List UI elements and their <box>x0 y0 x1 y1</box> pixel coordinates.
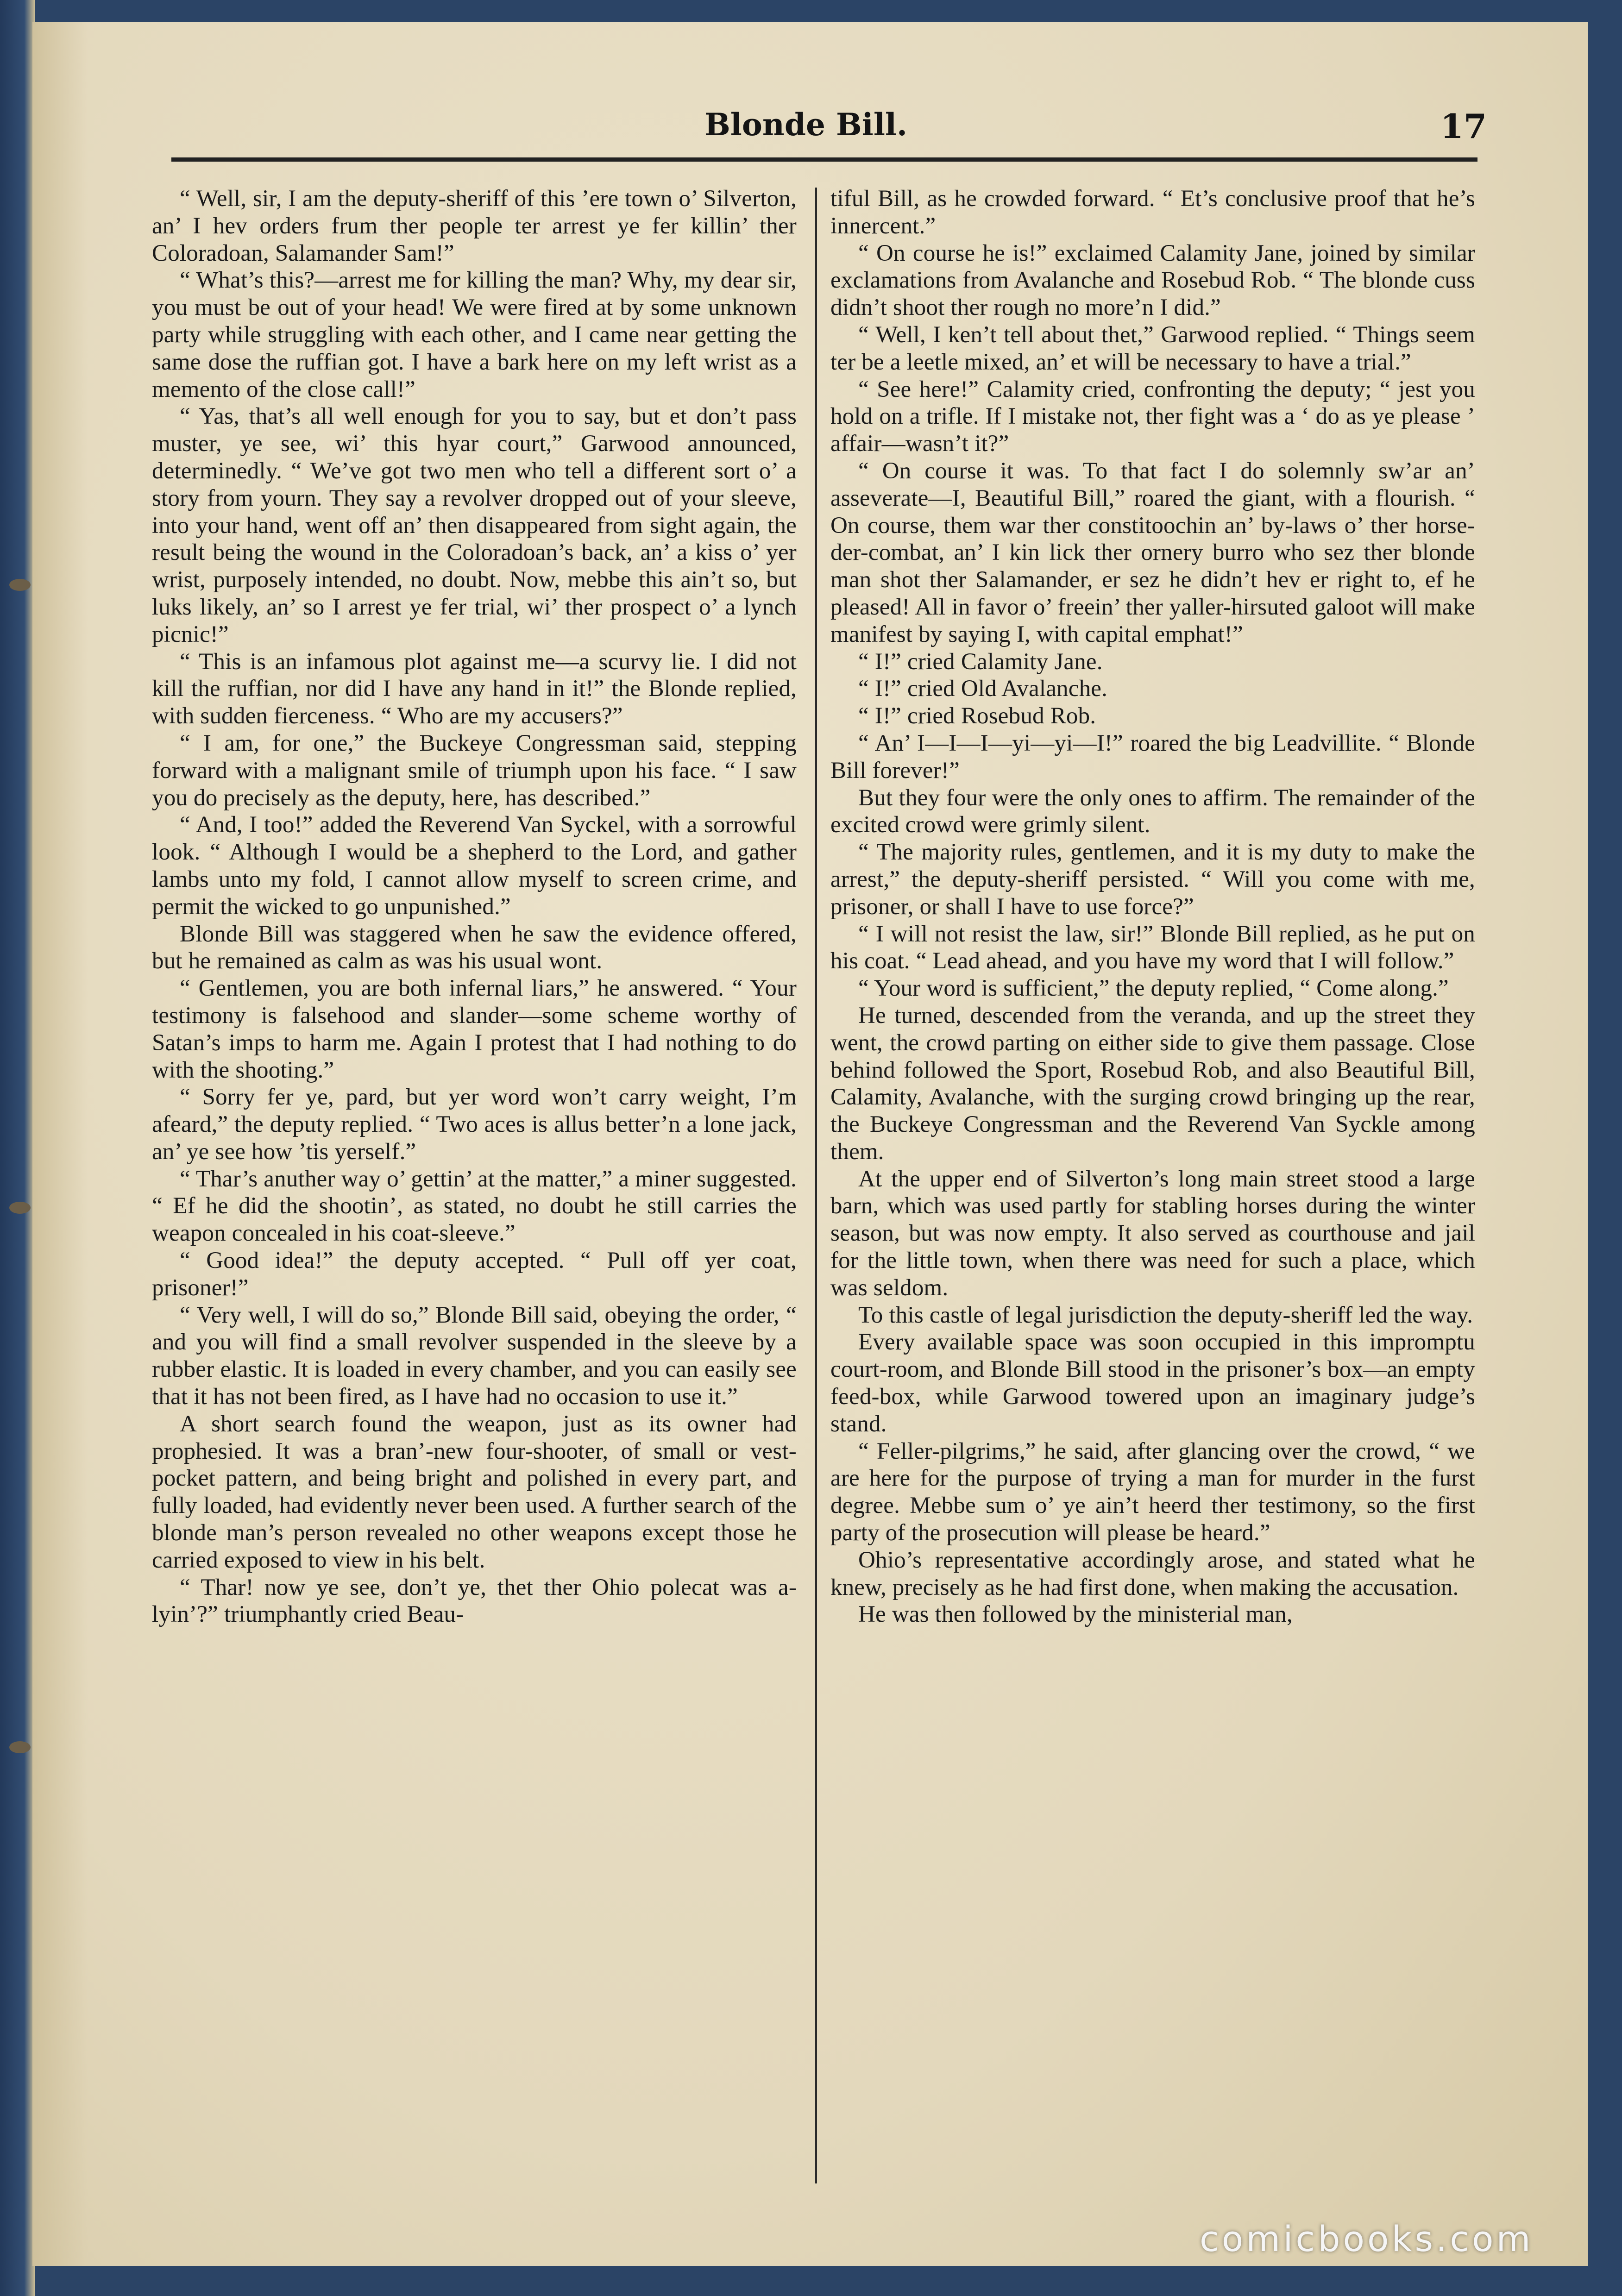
paragraph: “ On course it was. To that fact I do solemnly sw’ar an’ asseverate—I, Beautiful Bill,” roared the giant, with a flourish. “ On course, them war ther constitoochin an’ by-laws o’ ther horse-der-combat, an’ I kin lick ther ornery burro who sez ther blonde man shot ther Salamander, er sez he didn’t hev er right to, ef he pleased! All in favor o’ freein’ ther yaller-hirsuted galoot will make manifest by saying I, with capital emphat!” <box>830 458 1475 647</box>
paragraph: A short search found the weapon, just as its owner had prophesied. It was a bran’-new four-shooter, of small or vest-pocket pattern, and being bright and polished in every part, and fully loaded, had evidently never been used. A further search of the blonde man’s person revealed no other weapons except those he carried exposed to view in his belt. <box>152 1411 797 1573</box>
left-text-column <box>152 185 797 2190</box>
paragraph: “ I!” cried Calamity Jane. <box>858 648 1103 675</box>
paragraph: “ Yas, that’s all well enough for you to say, but et don’t pass muster, ye see, wi’ this hyar court,” Garwood announced, determinedly. “ We’ve got two men who tell a different sort o’ a story from yourn. They say a revolver dropped out of your sleeve, into your hand, went off an’ then disappeared from sight again, the result being the wound in the Coloradoan’s back, an’ a kiss o’ yer wrist, purposely intended, no doubt. Now, mebbe this ain’t so, but luks likely, an’ so I arrest ye fer trial, wi’ ther prospect o’ a lynch picnic!” <box>152 403 797 647</box>
paragraph: “ Very well, I will do so,” Blonde Bill said, obeying the order, “ and you will find a small revolver suspended in the sleeve by a rubber elastic. It is loaded in every chamber, and you can easily see that it has not been fired, as I have had no occasion to use it.” <box>152 1302 797 1410</box>
right-text-column <box>830 185 1475 2190</box>
paragraph: Blonde Bill was staggered when he saw the evidence offered, but he remained as calm as was his usual wont. <box>152 921 797 974</box>
paragraph: “ Good idea!” the deputy accepted. “ Pull off yer coat, prisoner!” <box>152 1248 797 1301</box>
paragraph: “ What’s this?—arrest me for killing the man? Why, my dear sir, you must be out of your head! We were fired at by some unknown party while struggling with each other, and I came near getting the same dose the ruffian got. I have a bark here on my left wrist as a memento of the close call!” <box>152 267 797 402</box>
paragraph: “ Your word is sufficient,” the deputy replied, “ Come along.” <box>858 975 1449 1002</box>
paragraph: “ I!” cried Rosebud Rob. <box>858 703 1096 729</box>
paragraph: “ Gentlemen, you are both infernal liars,” he answered. “ Your testimony is falsehood and slander—some scheme worthy of Satan’s imps to harm me. Again I protest that I had nothing to do with the shooting.” <box>152 975 797 1083</box>
paragraph: “ Thar’s anuther way o’ gettin’ at the matter,” a miner suggested. “ Ef he did the shootin’, as stated, no doubt he still carries the weapon concealed in his coat-sleeve.” <box>152 1166 797 1247</box>
paragraph: “ Thar! now ye see, don’t ye, thet ther Ohio polecat was a-lyin’?” triumphantly cried Beau- <box>152 1574 797 1628</box>
running-header <box>134 107 1487 153</box>
paragraph: He turned, descended from the veranda, and up the street they went, the crowd parting on either side to give them passage. Close behind followed the Sport, Rosebud Rob, and also Beautiful Bill, Calamity, Avalanche, with the surging crowd bringing up the rear, the Buckeye Congressman and the Reverend Van Syckle among them. <box>830 1002 1475 1165</box>
site-watermark: comicbooks.com <box>1200 2218 1534 2259</box>
paragraph: At the upper end of Silverton’s long main street stood a large barn, which was used partly for stabling horses during the winter season, but was now empty. It also served as courthouse and jail for the little town, when there was need for such a place, which was seldom. <box>830 1166 1475 1301</box>
paragraph: “ Feller-pilgrims,” he said, after glancing over the crowd, “ we are here for the purpose of trying a man for murder in the furst degree. Mebbe sum o’ ye ain’t heerd ther testimony, so the first party of the prosecution will please be heard.” <box>830 1438 1475 1546</box>
paragraph: He was then followed by the ministerial man, <box>858 1601 1293 1628</box>
paragraph: “ I!” cried Old Avalanche. <box>858 676 1108 702</box>
paragraph: “ Well, I ken’t tell about thet,” Garwood replied. “ Things seem ter be a leetle mixed, an’ et will be necessary to have a trial.” <box>830 321 1475 375</box>
binding-staple-mark <box>9 579 31 591</box>
paragraph: To this castle of legal jurisdiction the deputy-sheriff led the way. <box>858 1302 1473 1328</box>
binding-staple-mark <box>9 1741 31 1753</box>
binding-staple-mark <box>9 1202 31 1214</box>
paragraph-continuation: tiful Bill, as he crowded forward. “ Et’s conclusive proof that he’s innercent.” <box>830 186 1475 239</box>
paragraph: Ohio’s representative accordingly arose, and stated what he knew, precisely as he had first done, when making the accusation. <box>830 1547 1475 1600</box>
paragraph: “ I am, for one,” the Buckeye Congressman said, stepping forward with a malignant smile of triumph upon his face. “ I saw you do precisely as the deputy, here, has described.” <box>152 730 797 811</box>
paragraph: “ And, I too!” added the Reverend Van Syckel, with a sorrowful look. “ Although I would be a shepherd to the Lord, and gather lambs unto my fold, I cannot allow myself to screen crime, and permit the wicked to go unpunished.” <box>152 812 797 920</box>
header-rule <box>171 157 1477 162</box>
scan-background-spine <box>0 0 35 2296</box>
paragraph: Every available space was soon occupied in this impromptu court-room, and Blonde Bill stood in the prisoner’s box—an empty feed-box, while Garwood towered upon an imaginary judge’s stand. <box>830 1329 1475 1437</box>
column-divider <box>815 188 817 2183</box>
paragraph: But they four were the only ones to affirm. The remainder of the excited crowd were grimly silent. <box>830 784 1475 838</box>
running-title: Blonde Bill. <box>704 107 907 143</box>
paragraph: “ On course he is!” exclaimed Calamity Jane, joined by similar exclamations from Avalanche and Rosebud Rob. “ The blonde cuss didn’t shoot ther rough no more’n I did.” <box>830 240 1475 321</box>
page-gutter-shadow <box>32 22 88 2266</box>
paragraph: “ Well, sir, I am the deputy-sheriff of this ’ere town o’ Silverton, an’ I hev orders frum ther people ter arrest ye fer killin’ ther Coloradoan, Salamander Sam!” <box>152 186 797 266</box>
paragraph: “ This is an infamous plot against me—a scurvy lie. I did not kill the ruffian, nor did I have any hand in it!” the Blonde replied, with sudden fierceness. “ Who are my accusers?” <box>152 648 797 729</box>
paragraph: “ I will not resist the law, sir!” Blonde Bill replied, as he put on his coat. “ Lead ahead, and you have my word that I will follow.” <box>830 921 1475 974</box>
paragraph: “ The majority rules, gentlemen, and it is my duty to make the arrest,” the deputy-sheriff persisted. “ Will you come with me, prisoner, or shall I have to use force?” <box>830 839 1475 920</box>
paragraph: “ An’ I—I—I—yi—yi—I!” roared the big Leadvillite. “ Blonde Bill forever!” <box>830 730 1475 784</box>
paragraph: “ Sorry fer ye, pard, but yer word won’t carry weight, I’m afeard,” the deputy replied. “ Two aces is allus better’n a lone jack, an’ ye see how ’tis yerself.” <box>152 1084 797 1165</box>
paragraph: “ See here!” Calamity cried, confronting the deputy; “ jest you hold on a trifle. If I mistake not, ther fight was a ‘ do as ye please ’ affair—wasn’t it?” <box>830 376 1475 457</box>
page-number: 17 <box>1440 107 1487 146</box>
